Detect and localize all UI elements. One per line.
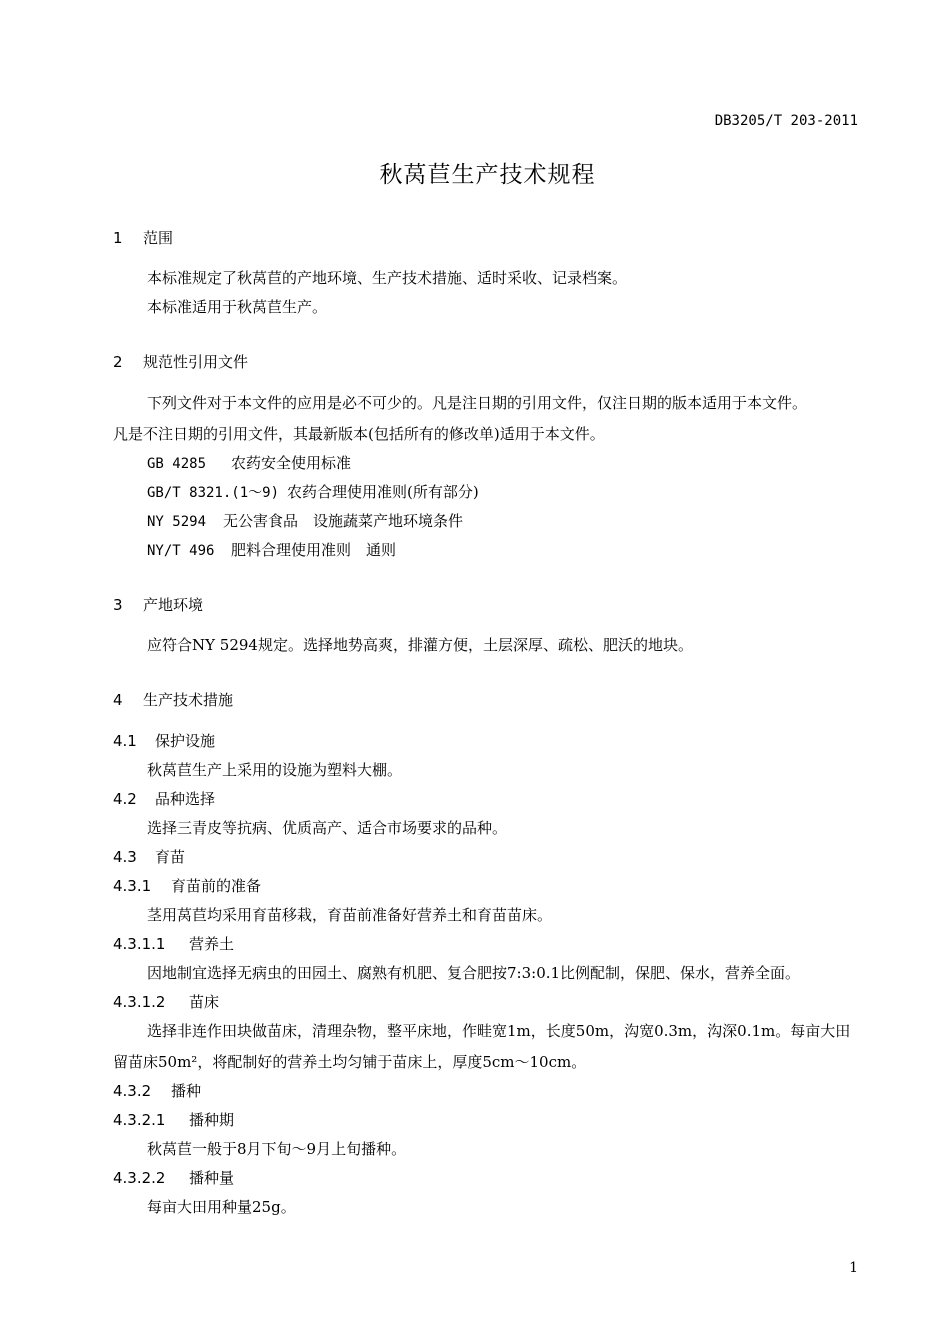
section-number: 4.3.1.1 [113, 935, 166, 953]
page-number: 1 [849, 1260, 858, 1276]
paragraph-continuation: 凡是不注日期的引用文件，其最新版本(包括所有的修改单)适用于本文件。 [113, 425, 605, 443]
section-number: 4.3 [113, 848, 137, 866]
reference-title: 肥料合理使用准则 通则 [231, 541, 397, 559]
subsection-4-3-heading [113, 846, 185, 867]
reference-title: 无公害食品 设施蔬菜产地环境条件 [223, 512, 464, 530]
section-title: 品种选择 [155, 790, 216, 808]
section-number: 4.2 [113, 790, 137, 808]
section-4-heading [113, 689, 233, 710]
standard-code: DB3205/T 203-2011 [714, 113, 858, 129]
subsection-4-2-heading [113, 788, 215, 809]
reference-code: NY/T 496 [147, 543, 215, 559]
section-title: 播种 [171, 1082, 202, 1100]
paragraph: 因地制宜选择无病虫的田园土、腐熟有机肥、复合肥按7:3:0.1比例配制，保肥、保水，营养全面。 [147, 964, 801, 982]
subsection-4-3-2-heading [113, 1080, 201, 1101]
section-title: 育苗 [155, 848, 186, 866]
section-number: 4.3.2.2 [113, 1169, 166, 1187]
section-number: 4.3.2 [113, 1082, 152, 1100]
reference-code: NY 5294 [147, 514, 207, 530]
section-title: 播种期 [189, 1111, 235, 1129]
section-number: 4.3.1.2 [113, 993, 166, 1011]
reference-item [147, 510, 463, 531]
section-title: 生产技术措施 [143, 691, 234, 709]
reference-code: GB 4285 [147, 456, 207, 472]
reference-title: 农药安全使用标准 [231, 454, 352, 472]
page-title: 秋莴苣生产技术规程 [379, 162, 596, 188]
subsection-4-3-1-1-heading [113, 933, 234, 954]
section-title: 保护设施 [155, 732, 216, 750]
subsection-4-3-1-heading [113, 875, 261, 896]
paragraph: 本标准规定了秋莴苣的产地环境、生产技术措施、适时采收、记录档案。 [147, 269, 628, 287]
paragraph: 应符合NY 5294规定。选择地势高爽，排灌方便，土层深厚、疏松、肥沃的地块。 [147, 636, 693, 654]
section-3-heading [113, 594, 203, 615]
section-number: 1 [113, 229, 123, 247]
subsection-4-3-2-1-heading [113, 1109, 234, 1130]
section-number: 3 [113, 596, 123, 614]
section-title: 规范性引用文件 [143, 353, 249, 371]
section-title: 育苗前的准备 [171, 877, 262, 895]
reference-title: 农药合理使用准则(所有部分) [287, 483, 479, 501]
paragraph: 选择三青皮等抗病、优质高产、适合市场要求的品种。 [147, 819, 508, 837]
subsection-4-3-2-2-heading [113, 1167, 234, 1188]
paragraph: 选择非连作田块做苗床，清理杂物，整平床地，作畦宽1m，长度50m，沟宽0.3m，沟深0.1m。每亩大田 [147, 1022, 851, 1040]
paragraph-continuation: 留苗床50m²，将配制好的营养土均匀铺于苗床上，厚度5cm～10cm。 [113, 1053, 587, 1071]
subsection-4-1-heading [113, 730, 215, 751]
section-number: 4 [113, 691, 123, 709]
section-number: 2 [113, 353, 123, 371]
section-title: 营养土 [189, 935, 235, 953]
reference-item [147, 481, 479, 502]
paragraph: 秋莴苣生产上采用的设施为塑料大棚。 [147, 761, 403, 779]
section-title: 播种量 [189, 1169, 235, 1187]
section-number: 4.1 [113, 732, 137, 750]
subsection-4-3-1-2-heading [113, 991, 219, 1012]
section-title: 产地环境 [143, 596, 204, 614]
reference-item [147, 452, 351, 473]
section-1-heading [113, 227, 173, 248]
section-title: 范围 [143, 229, 174, 247]
paragraph: 秋莴苣一般于8月下旬～9月上旬播种。 [147, 1140, 407, 1158]
reference-item [147, 539, 396, 560]
section-2-heading [113, 351, 248, 372]
paragraph: 每亩大田用种量25g。 [147, 1198, 296, 1216]
paragraph: 茎用莴苣均采用育苗移栽，育苗前准备好营养土和育苗苗床。 [147, 906, 553, 924]
section-title: 苗床 [189, 993, 220, 1011]
paragraph: 本标准适用于秋莴苣生产。 [147, 298, 328, 316]
section-number: 4.3.2.1 [113, 1111, 166, 1129]
reference-code: GB/T 8321.(1～9) [147, 485, 280, 501]
paragraph: 下列文件对于本文件的应用是必不可少的。凡是注日期的引用文件，仅注日期的版本适用于本文件。 [147, 394, 808, 412]
section-number: 4.3.1 [113, 877, 152, 895]
